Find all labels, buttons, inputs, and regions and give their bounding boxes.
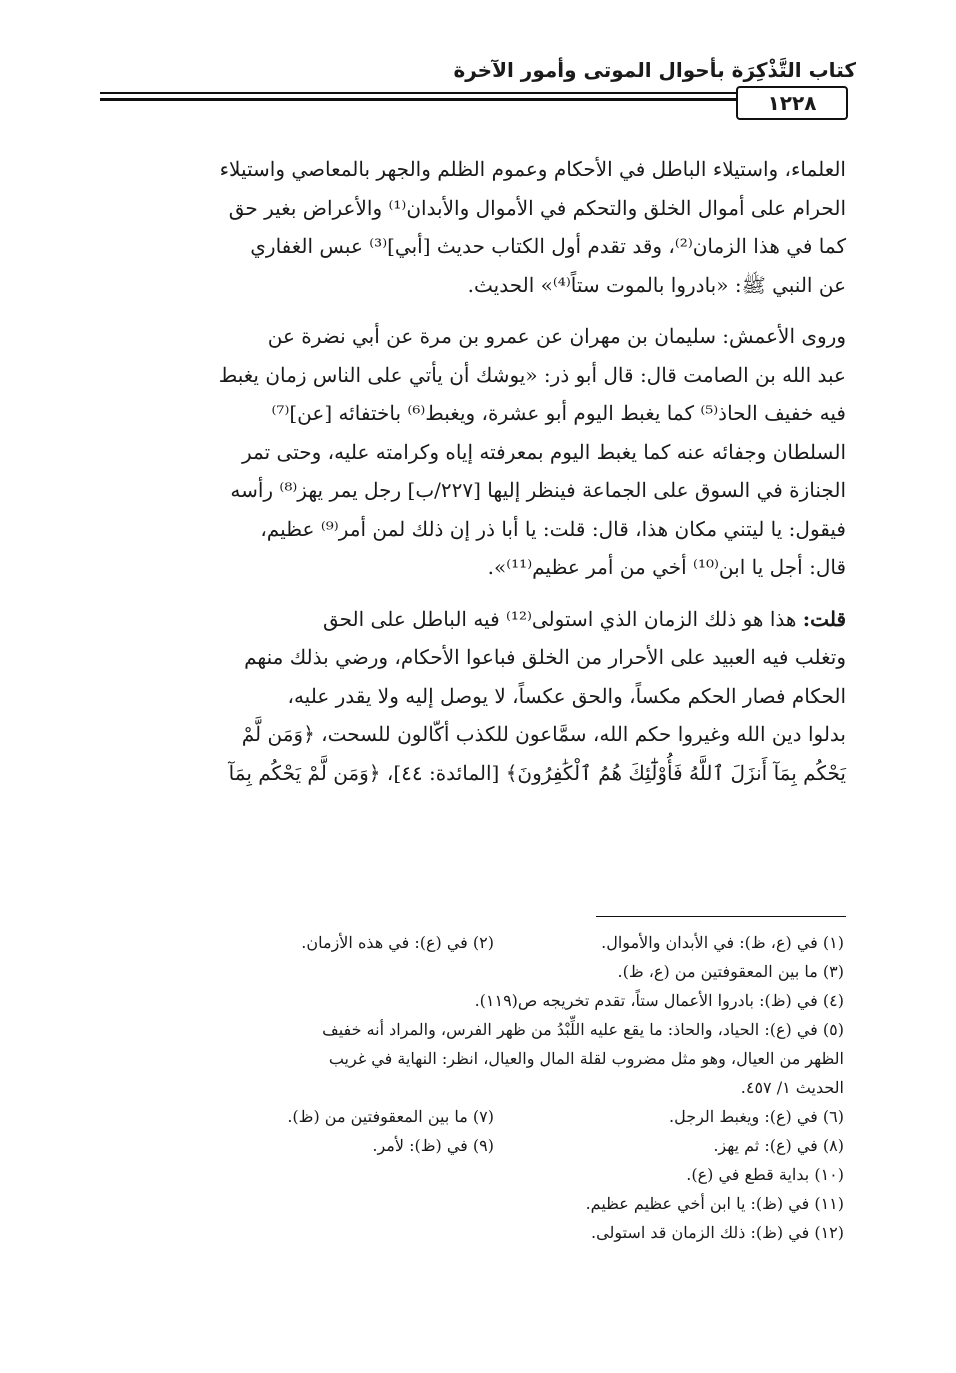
footnote-row [100, 928, 844, 957]
footnote-line: الحديث ١/ ٤٥٧. [740, 1078, 844, 1097]
footnote-line: (٥) في (ع): الحياد، والحاذ: ما يقع عليه اللِّبْدُ من ظهر الفرس، والمراد أنه خفيف [322, 1020, 844, 1039]
text-line: الجنازة في السوق على الجماعة فينظر إليها [٢٢٧/ب] رجل يمر يهز⁽⁸⁾ رأسه [230, 478, 846, 502]
text-line: وتغلب فيه العبيد على الأحرار من الخلق فباعوا الأحكام، ورضي بذلك منهم [244, 645, 846, 669]
header-rule-thick [100, 98, 736, 101]
text-fragment: هذا هو ذلك الزمان الذي استولى⁽¹²⁾ فيه الباطل على الحق [322, 606, 803, 631]
header-rule [100, 92, 846, 94]
paragraph-lead: قلت: [802, 606, 846, 631]
text-line: يَحْكُم بِمَآ أَنزَلَ ٱللَّهُ فَأُوْلَٰٓئِكَ هُمُ ٱلْكَٰفِرُونَ﴾ [المائدة: ٤٤]، ﴿وَمَن لَّمْ يَحْكُم بِمَآ [228, 760, 846, 785]
footnote-11: (١١) في (ظ): يا ابن أخي عظيم عظيم. [585, 1194, 844, 1213]
text-line: الحكام فصار الحكم مكساً، والحق عكساً، لا يوصل إليه ولا يقدر عليه، [287, 683, 846, 708]
footnote-line: الظهر من العيال، وهو مثل مضروب لقلة المال والعيال، انظر: النهاية في غريب [328, 1049, 844, 1068]
footnote-10: (١٠) بداية قطع في (ع). [686, 1165, 844, 1184]
footnote-row [100, 1131, 844, 1160]
text-line: الحرام على أموال الخلق والتحكم في الأموال والأبدان⁽¹⁾ والأعراض بغير حق [228, 195, 846, 220]
text-line [100, 600, 846, 639]
text-line: بدلوا دين الله وغيروا حكم الله، سمَّاعون للكذب أكّالون للسحت، ﴿وَمَن لَّمْ [241, 722, 846, 746]
paragraph [100, 150, 846, 304]
text-line: فيه خفيف الحاذ⁽⁵⁾ كما يغبط اليوم أبو عشرة، ويغبط⁽⁶⁾ باختفائه [عن]⁽⁷⁾ [271, 401, 846, 425]
text-line: قال: أجل يا ابن⁽¹⁰⁾ أخي من أمر عظيم⁽¹¹⁾». [487, 555, 846, 579]
footnote-3: (٣) ما بين المعقوفتين من (ع، ظ). [617, 962, 844, 981]
paragraph [100, 600, 846, 793]
text-line: السلطان وجفائه عنه كما يغبط اليوم بمعرفته إياه وكرامته عليه، وحتى تمر [242, 439, 846, 464]
text-line: وروى الأعمش: سليمان بن مهران عن عمرو بن مرة عن أبي نضرة عن [267, 324, 846, 348]
footnote-separator [596, 916, 846, 917]
footnote-5 [100, 1015, 844, 1102]
footnote-7: (٧) ما بين المعقوفتين من (ظ). [287, 1107, 494, 1126]
footnotes [100, 928, 844, 1247]
text-line: عبد الله بن الصامت قال: قال أبو ذر: «يوشك أن يأتي على الناس زمان يغبط [218, 362, 846, 387]
text-line: العلماء، واستيلاء الباطل في الأحكام وعموم الظلم والجهر بالمعاصي واستيلاء [219, 157, 846, 181]
footnote-12: (١٢) في (ظ): ذلك الزمان قد استولى. [591, 1223, 844, 1242]
running-title: كتاب التَّذْكِرَة بأحوال الموتى وأمور الآخرة [453, 58, 856, 82]
footnote-4: (٤) في (ظ): بادروا الأعمال ستاً، تقدم تخريجه ص(١١٩). [474, 991, 844, 1010]
footnote-row [100, 1102, 844, 1131]
footnote-2: (٢) في (ع): في هذه الأزمان. [301, 933, 494, 952]
footnote-8: (٨) في (ع): ثم يهز. [713, 1136, 844, 1155]
main-text [100, 150, 846, 792]
paragraph [100, 317, 846, 587]
footnote-9: (٩) في (ظ): لأمر. [372, 1136, 494, 1155]
text-line: عن النبي ﷺ: «بادروا بالموت ستاً⁽⁴⁾» الحديث. [467, 272, 846, 297]
footnote-1: (١) في (ع، ظ): في الأبدان والأموال. [601, 933, 844, 952]
text-line: كما في هذا الزمان⁽²⁾، وقد تقدم أول الكتاب حديث [أبي]⁽³⁾ عبس الغفاري [250, 234, 846, 258]
page-number: ١٢٢٨ [736, 86, 848, 120]
text-line: فيقول: يا ليتني مكان هذا، قال: قلت: يا أبا ذر إن ذلك لمن أمر⁽⁹⁾ عظيم، [260, 516, 846, 541]
footnote-6: (٦) في (ع): ويغبط الرجل. [669, 1107, 844, 1126]
